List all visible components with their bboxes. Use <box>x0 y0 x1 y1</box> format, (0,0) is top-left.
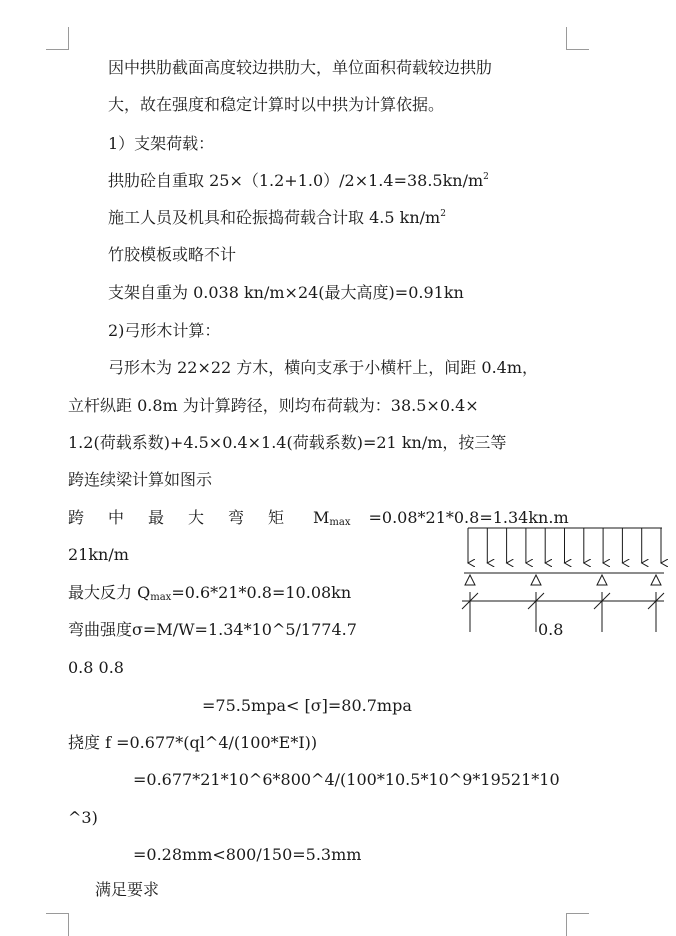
text-line-bow-timber-3: 1.2(荷载系数)+4.5×0.4×1.4(荷载系数)=21 kn/m，按三等 <box>68 433 507 452</box>
support-triangle <box>597 575 607 585</box>
rib-weight-sup: 2 <box>483 172 489 182</box>
support-triangle <box>465 575 475 585</box>
support-triangle <box>531 575 541 585</box>
support-triangle <box>651 575 661 585</box>
text-line-deflection-calc: =0.677*21*10^6*800^4/(100*10.5*10^9*19521*10 <box>133 770 560 789</box>
text-line-deflection-result: =0.28mm<800/150=5.3mm <box>133 845 362 864</box>
text-line-load-value: 21kn/m <box>68 545 129 564</box>
text-line-span-lengths: 0.8 0.8 <box>68 658 124 677</box>
moment-equation: =0.08*21*0.8=1.34kn.m <box>368 508 569 527</box>
text-line-bending-strength: 弯曲强度σ=M/W=1.34*10^5/1774.7 <box>68 620 357 639</box>
text-line-support-weight: 支架自重为 0.038 kn/m×24(最大高度)=0.91kn <box>108 283 464 302</box>
moment-subscript: max <box>329 517 351 528</box>
reaction-prefix: 最大反力 Q <box>68 583 151 602</box>
reaction-subscript: max <box>150 592 172 603</box>
text-line-stress-check: =75.5mpa< [σ]=80.7mpa <box>202 696 412 715</box>
beam-supports <box>465 575 661 585</box>
text-line-deflection: 挠度 f =0.677*(ql^4/(100*E*I)) <box>68 733 318 752</box>
text-line-formwork: 竹胶模板或略不计 <box>108 245 237 264</box>
moment-word-3: 最 <box>148 508 165 527</box>
section-heading-support-load: 1）支架荷载： <box>108 134 215 153</box>
section-heading-bow-timber: 2)弓形木计算： <box>108 321 221 340</box>
text-line-conclusion: 满足要求 <box>95 880 160 899</box>
text-line-deflection-calc-cont: ^3) <box>68 808 98 827</box>
text-line-1: 因中拱肋截面高度较边拱肋大，单位面积荷载较边拱肋 <box>108 58 493 77</box>
moment-word-5: 弯 <box>228 508 245 527</box>
text-line-bow-timber-1: 弓形木为 22×22 方木，横向支承于小横杆上，间距 0.4m， <box>108 358 539 377</box>
text-line-bow-timber-2: 立杆纵距 0.8m 为计算跨径，则均布荷载为：38.5×0.4× <box>68 396 479 415</box>
construction-load-text: 施工人员及机具和砼振捣荷载合计取 4.5 kn/m <box>108 208 441 227</box>
moment-symbol: M <box>313 508 330 527</box>
reaction-equation: =0.6*21*0.8=10.08kn <box>171 583 352 602</box>
text-line-bow-timber-4: 跨连续梁计算如图示 <box>68 470 213 489</box>
text-line-2: 大，故在强度和稳定计算时以中拱为计算依据。 <box>108 95 445 114</box>
span-label: 0.8 <box>538 620 564 639</box>
moment-word-6: 矩 <box>268 508 285 527</box>
moment-word-1: 跨 <box>68 508 85 527</box>
moment-word-4: 大 <box>188 508 205 527</box>
load-arrows <box>468 528 661 563</box>
construction-load-sup: 2 <box>440 209 446 219</box>
moment-word-2: 中 <box>108 508 125 527</box>
rib-weight-text: 拱肋砼自重取 25×（1.2+1.0）/2×1.4=38.5kn/m <box>108 171 484 190</box>
